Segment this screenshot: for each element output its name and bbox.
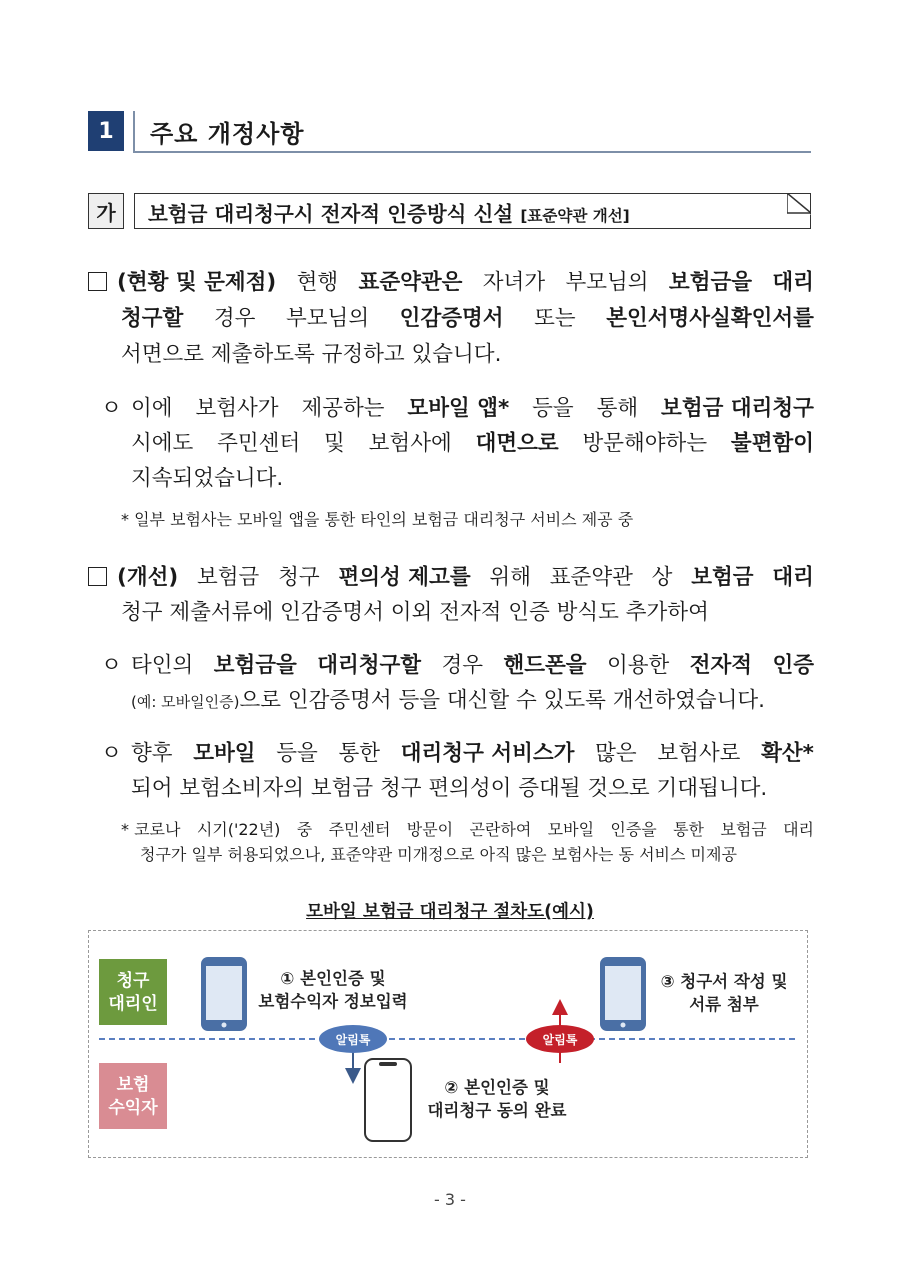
- word: 대리청구할: [317, 653, 422, 678]
- step2-line2: 대리청구 동의 완료: [427, 1101, 567, 1120]
- bullet-marker: ㅇ: [101, 741, 122, 766]
- role-agent-line1: 청구: [116, 971, 150, 991]
- word: 모바일 앱*: [407, 396, 510, 421]
- word: 모바일: [547, 820, 595, 839]
- bullet1-footnote: * 일부 보험사는 모바일 앱을 통한 타인의 보험금 대리청구 서비스 제공 중: [121, 510, 634, 529]
- bullet1-line1: [131, 394, 814, 424]
- word: 핸드폰을: [503, 653, 587, 678]
- bullet1-line2: [131, 429, 814, 459]
- para1-line2: [121, 304, 814, 334]
- section-divider: [133, 111, 135, 153]
- word: 방문이: [406, 820, 454, 839]
- word: 표준약관은: [358, 270, 463, 295]
- step3-line2: 서류 첨부: [689, 995, 759, 1014]
- word: 또는: [534, 306, 576, 331]
- subsection-title-text: 보험금 대리청구시 전자적 인증방식 신설: [148, 202, 514, 226]
- word: 제공하는: [301, 396, 385, 421]
- word: 향후: [131, 741, 173, 766]
- role-agent-line2: 대리인: [108, 994, 158, 1014]
- word: 보험금 대리청구: [661, 396, 814, 421]
- phone-icon: [600, 957, 646, 1031]
- word: 보험금을: [668, 270, 752, 295]
- bullet1-line3: 지속되었습니다.: [131, 466, 284, 491]
- word: * 코로나: [121, 820, 181, 839]
- subsection-title: [148, 197, 630, 227]
- word: 보험금: [197, 565, 260, 590]
- word: 대리: [772, 565, 814, 590]
- word: 대리청구 서비스가: [400, 741, 575, 766]
- checkbox-bullet-icon: [88, 567, 107, 586]
- word: 청구할: [121, 306, 184, 331]
- word: 대면으로: [475, 431, 559, 456]
- bullet3-line2: 되어 보험소비자의 보험금 청구 편의성이 증대될 것으로 기대됩니다.: [131, 776, 768, 801]
- word: 모바일: [193, 741, 256, 766]
- bullet2-line2-text: 으로 인감증명서 등을 대신할 수 있도록 개선하였습니다.: [239, 688, 765, 713]
- word: 통한: [673, 820, 705, 839]
- word: 인감증명서: [399, 306, 504, 331]
- step2-line1: ② 본인인증 및: [444, 1078, 550, 1097]
- word: 위해: [489, 565, 531, 590]
- para2-line2: 청구 제출서류에 인감증명서 이외 전자적 인증 방식도 추가하여: [121, 600, 709, 625]
- word: 보험사에: [368, 431, 452, 456]
- word: 표준약관: [549, 565, 633, 590]
- word: 시기('22년): [196, 820, 281, 839]
- word: 많은: [595, 741, 637, 766]
- word: 및: [324, 431, 345, 456]
- bullet3-footnote-line1: [121, 819, 814, 841]
- notify-label-1: 알림톡: [335, 1033, 371, 1047]
- word: 경우: [213, 306, 256, 331]
- role-beneficiary-line1: 보험: [116, 1075, 150, 1095]
- step3-line1: ③ 청구서 작성 및: [660, 972, 788, 991]
- section-underline: [133, 151, 811, 153]
- subsection-number: 가: [88, 193, 124, 229]
- word: 등을: [276, 741, 318, 766]
- para2-line1: [88, 563, 814, 593]
- para1-line1: [88, 268, 814, 298]
- word: 부모님의: [565, 270, 649, 295]
- subsection-tag: [표준약관 개선]: [520, 207, 630, 225]
- word: 보험금을: [213, 653, 297, 678]
- word: 보험금: [691, 565, 754, 590]
- word: 인증: [772, 653, 814, 678]
- word: 통해: [596, 396, 639, 421]
- word: 보험사가: [195, 396, 279, 421]
- word: 청구: [278, 565, 320, 590]
- word: 통한: [338, 741, 381, 766]
- bullet3-footnote-line2: 청구가 일부 허용되었으나, 표준약관 미개정으로 아직 많은 보험사는 동 서비스 미제공: [140, 845, 737, 864]
- word: 주민센터: [328, 820, 391, 839]
- word: 이에: [131, 396, 173, 421]
- word: 등을: [532, 396, 574, 421]
- page-number: - 3 -: [434, 1190, 466, 1209]
- word: 보험금: [720, 820, 767, 839]
- word: 중: [296, 820, 313, 839]
- checkbox-bullet-icon: [88, 272, 107, 291]
- word: 확산*: [761, 741, 814, 766]
- role-beneficiary-line2: 수익자: [108, 1098, 158, 1118]
- step1-line1: ① 본인인증 및: [280, 969, 386, 988]
- word: 인증을: [610, 820, 657, 839]
- role-box-beneficiary: [99, 1063, 167, 1129]
- bullet2-line2: [131, 686, 765, 717]
- example-note: (예: 모바일인증): [131, 693, 240, 711]
- word: 경우: [441, 653, 484, 678]
- word: 본인서명사실확인서를: [606, 306, 814, 331]
- word: 편의성 제고를: [338, 565, 471, 590]
- word: 전자적: [689, 653, 753, 678]
- section-number: 1: [88, 111, 124, 151]
- bullet2-line1: [131, 651, 814, 681]
- notify-label-2: 알림톡: [542, 1033, 578, 1047]
- word: 타인의: [131, 653, 194, 678]
- word: 보험사로: [657, 741, 741, 766]
- word: 부모님의: [286, 306, 370, 331]
- bullet3-line1: [131, 739, 814, 769]
- process-diagram: [89, 931, 807, 1157]
- word: 대리: [772, 270, 814, 295]
- word: 불편함이: [730, 431, 814, 456]
- word: 현행: [296, 270, 339, 295]
- role-box-agent: [99, 959, 167, 1025]
- word: 이용한: [606, 653, 670, 678]
- para1-line3: 서면으로 제출하도록 규정하고 있습니다.: [121, 342, 502, 367]
- phone-icon: [365, 1059, 411, 1141]
- bullet-marker: ㅇ: [101, 653, 122, 678]
- bullet-marker: ㅇ: [101, 396, 122, 421]
- figure-title: 모바일 보험금 대리청구 절차도(예시): [306, 902, 594, 922]
- para2-lead: (개선): [88, 563, 178, 593]
- para1-lead: (현황 및 문제점): [88, 268, 276, 298]
- word: 자녀가: [482, 270, 546, 295]
- word: 방문해야하는: [582, 431, 708, 456]
- word: 상: [651, 565, 673, 590]
- folded-corner-icon: [787, 193, 811, 215]
- word: 주민센터: [217, 431, 301, 456]
- step1-line2: 보험수익자 정보입력: [258, 992, 408, 1011]
- word: 대리: [783, 820, 814, 839]
- section-title: 주요 개정사항: [150, 120, 305, 148]
- word: 시에도: [131, 431, 194, 456]
- phone-icon: [201, 957, 247, 1031]
- word: 곤란하여: [469, 820, 532, 839]
